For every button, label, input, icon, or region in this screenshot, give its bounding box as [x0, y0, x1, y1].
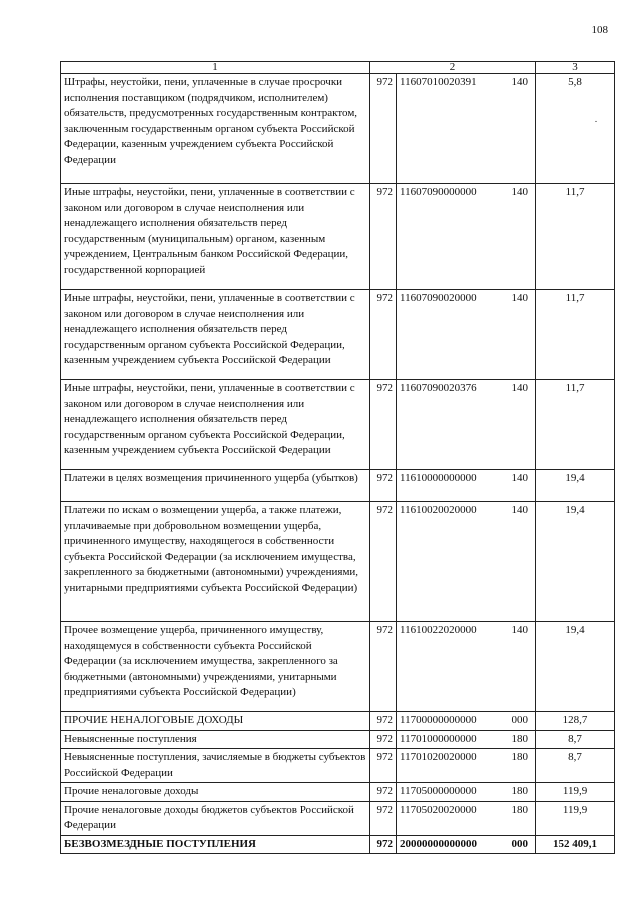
row-sub-code: 180: [505, 749, 536, 783]
header-col-3: 3: [536, 62, 615, 74]
table-row: [61, 502, 615, 622]
table-row: [61, 801, 615, 835]
row-admin-code: 972: [370, 74, 397, 184]
budget-table: [60, 61, 615, 854]
row-name: Невыясненные поступления: [61, 730, 370, 749]
row-value: 11,7: [536, 380, 615, 470]
row-budget-code: 11705000000000: [397, 783, 505, 802]
row-name: Платежи по искам о возмещении ущерба, а также платежи, уплачиваемые при добровольном возмещении ущерба, причиненного имуществу, находящегося в собственности субъекта Российской Федерации (за исключением имущества, закрепленного за бюджетными (автономными) учреждениями, унитарными предприятиями субъекта Российской Федерации): [61, 502, 370, 622]
row-value: 19,4: [536, 502, 615, 622]
row-name: Прочее возмещение ущерба, причиненного имуществу, находящемуся в собственности субъекта Российской Федерации (за исключением имущества, закрепленного за бюджетными (автономными) учреждениями, унитарными предприятиями субъекта Российской Федерации): [61, 622, 370, 712]
row-sub-code: 140: [505, 74, 536, 184]
table-row: [61, 712, 615, 731]
row-name: Иные штрафы, неустойки, пени, уплаченные в соответствии с законом или договором в случае неисполнения или ненадлежащего исполнения обязательств перед государственным органом субъекта Российской Федерации, казенным учреждением субъекта Российской Федерации: [61, 380, 370, 470]
page-number: 108: [591, 24, 608, 36]
row-admin-code: 972: [370, 184, 397, 290]
header-col-2: 2: [370, 62, 536, 74]
table-row: [61, 749, 615, 783]
row-budget-code: 11701020020000: [397, 749, 505, 783]
row-name: Прочие неналоговые доходы бюджетов субъектов Российской Федерации: [61, 801, 370, 835]
row-admin-code: 972: [370, 801, 397, 835]
row-admin-code: 972: [370, 749, 397, 783]
table-row: [61, 622, 615, 712]
row-budget-code: 11701000000000: [397, 730, 505, 749]
table-header-row: [61, 62, 615, 74]
row-value: 152 409,1: [536, 835, 615, 854]
row-sub-code: 180: [505, 783, 536, 802]
row-value: 128,7: [536, 712, 615, 731]
row-budget-code: 11607090020000: [397, 290, 505, 380]
row-sub-code: 140: [505, 380, 536, 470]
row-sub-code: 180: [505, 730, 536, 749]
row-budget-code: 11705020020000: [397, 801, 505, 835]
row-sub-code: 140: [505, 502, 536, 622]
row-budget-code: 11610000000000: [397, 470, 505, 502]
row-budget-code: 11610020020000: [397, 502, 505, 622]
table-row: [61, 290, 615, 380]
table-row: [61, 730, 615, 749]
row-sub-code: 140: [505, 184, 536, 290]
header-col-1: 1: [61, 62, 370, 74]
row-admin-code: 972: [370, 783, 397, 802]
row-admin-code: 972: [370, 730, 397, 749]
table-row: [61, 74, 615, 184]
row-admin-code: 972: [370, 835, 397, 854]
table-row: [61, 380, 615, 470]
row-name: Платежи в целях возмещения причиненного ущерба (убытков): [61, 470, 370, 502]
row-budget-code: 11607090020376: [397, 380, 505, 470]
row-value: 119,9: [536, 801, 615, 835]
row-admin-code: 972: [370, 290, 397, 380]
row-value-text: 5,8: [568, 76, 582, 88]
row-name: Иные штрафы, неустойки, пени, уплаченные в соответствии с законом или договором в случае неисполнения или ненадлежащего исполнения обязательств перед государственным органом субъекта Российской Федерации, казенным учреждением субъекта Российской Федерации: [61, 290, 370, 380]
row-value: [536, 74, 615, 184]
row-name: Иные штрафы, неустойки, пени, уплаченные в соответствии с законом или договором в случае неисполнения или ненадлежащего исполнения обязательств перед государственным (муниципальным) органом, казенным учреждением, Центральным банком Российской Федерации, государственной корпорацией: [61, 184, 370, 290]
row-sub-code: 140: [505, 622, 536, 712]
row-value: 8,7: [536, 749, 615, 783]
row-admin-code: 972: [370, 622, 397, 712]
row-name: Прочие неналоговые доходы: [61, 783, 370, 802]
row-admin-code: 972: [370, 470, 397, 502]
table-row-total: [61, 835, 615, 854]
row-name: ПРОЧИЕ НЕНАЛОГОВЫЕ ДОХОДЫ: [61, 712, 370, 731]
row-name: Невыясненные поступления, зачисляемые в бюджеты субъектов Российской Федерации: [61, 749, 370, 783]
row-sub-code: 000: [505, 835, 536, 854]
row-budget-code: 11610022020000: [397, 622, 505, 712]
row-value: 119,9: [536, 783, 615, 802]
row-name: БЕЗВОЗМЕЗДНЫЕ ПОСТУПЛЕНИЯ: [61, 835, 370, 854]
row-admin-code: 972: [370, 712, 397, 731]
row-value: 11,7: [536, 290, 615, 380]
row-admin-code: 972: [370, 502, 397, 622]
table-row: [61, 783, 615, 802]
stray-mark: .: [594, 113, 598, 124]
row-name: Штрафы, неустойки, пени, уплаченные в случае просрочки исполнения поставщиком (подрядчиком, исполнителем) обязательств, предусмотренных государственным контрактом, заключенным государственным органом субъекта Российской Федерации, казенным учреждением субъекта Российской Федерации: [61, 74, 370, 184]
row-budget-code: 11700000000000: [397, 712, 505, 731]
row-sub-code: 000: [505, 712, 536, 731]
table-row: [61, 184, 615, 290]
row-sub-code: 140: [505, 290, 536, 380]
row-value: 11,7: [536, 184, 615, 290]
row-sub-code: 180: [505, 801, 536, 835]
row-sub-code: 140: [505, 470, 536, 502]
row-value: 19,4: [536, 470, 615, 502]
row-value: 19,4: [536, 622, 615, 712]
row-budget-code: 11607090000000: [397, 184, 505, 290]
row-admin-code: 972: [370, 380, 397, 470]
row-budget-code: 20000000000000: [397, 835, 505, 854]
row-value: 8,7: [536, 730, 615, 749]
table-row: [61, 470, 615, 502]
row-budget-code: 11607010020391: [397, 74, 505, 184]
